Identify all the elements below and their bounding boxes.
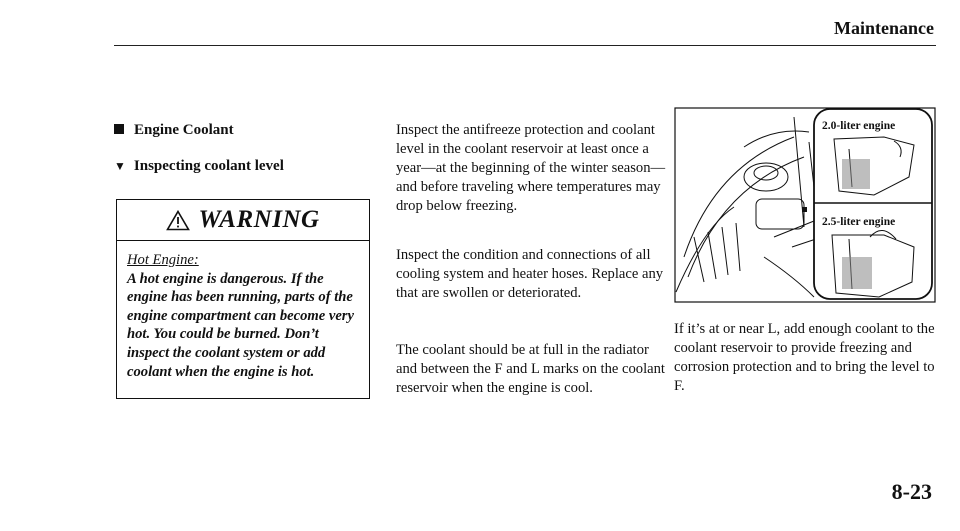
- page-number: 8-23: [891, 479, 932, 504]
- engine-illustration: [674, 107, 936, 303]
- warning-subtitle: Hot Engine:: [127, 252, 199, 268]
- paragraph-coolant-level: The coolant should be at full in the radiator and between the F and L marks on the coolant reservoir when the engine is cool.: [396, 342, 665, 396]
- warning-text: A hot engine is dangerous. If the engine has been running, parts of the engine compartment can become very hot. You could be burned. Don’t inspect the coolant system or add coolant when the engine is hot.: [127, 270, 354, 380]
- warning-title: WARNING: [198, 206, 320, 233]
- warning-triangle-icon: [166, 210, 190, 231]
- warning-header: [117, 200, 369, 241]
- figure-label-top: 2.0-liter engine: [822, 120, 896, 132]
- warning-box: [116, 199, 370, 399]
- paragraph-hoses: Inspect the condition and connections of all cooling system and heater hoses. Replace any that are swollen or deteriorated.: [396, 247, 664, 301]
- subsection-heading-text: Inspecting coolant level: [133, 158, 284, 174]
- paragraph-add-coolant: If it’s at or near L, add enough coolant to the coolant reservoir to provide freezing and corrosion protection and to bring the level to F.: [674, 321, 935, 394]
- subsection-heading: [114, 158, 284, 175]
- page-header-title: Maintenance: [834, 18, 934, 38]
- triangle-down-icon: ▼: [114, 159, 126, 173]
- square-bullet-icon: [114, 124, 124, 134]
- warning-body: [117, 241, 369, 381]
- paragraph-antifreeze: Inspect the antifreeze protection and coolant level in the coolant reservoir at least once a year—at the beginning of the winter season—and before traveling where temperatures may drop below freezing.: [396, 122, 666, 214]
- figure-label-bottom: 2.5-liter engine: [822, 216, 896, 228]
- header-divider: [114, 45, 936, 46]
- section-heading-text: Engine Coolant: [134, 122, 234, 138]
- section-heading: [114, 122, 234, 139]
